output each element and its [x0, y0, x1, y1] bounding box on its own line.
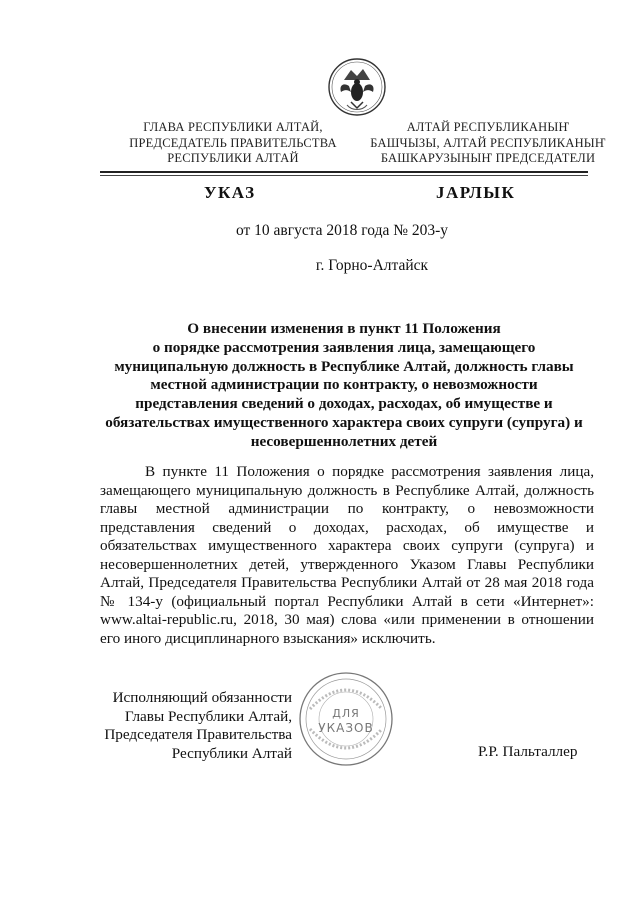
header-right — [352, 120, 624, 167]
svg-text:ДЛЯ: ДЛЯ — [332, 707, 360, 720]
title-line: О внесении изменения в пункт 11 Положения — [187, 320, 501, 337]
signature-position — [100, 689, 292, 763]
title-line: о порядке рассмотрения заявления лица, замещающего — [152, 338, 536, 356]
doc-type-ru: УКАЗ — [204, 183, 256, 202]
title-line: муниципальную должность в Республике Алтай, должность главы — [114, 357, 574, 375]
header-right-line: БАШКАРУЗЫНЫҤ ПРЕДСЕДАТЕЛИ — [380, 151, 596, 165]
signer-name: Р.Р. Пальталлер — [478, 743, 578, 760]
doc-type-alt: JАРЛЫК — [436, 183, 516, 202]
body-paragraph: В пункте 11 Положения о порядке рассмотрения заявления лица, замещающего муниципальную должность в Республике Алтай, должность главы местной администрации по контракту, о невозможности представления сведений о доходах, расходах, об имуществе и обязательствах имущественного характера своих супруги (супруга) и несовершеннолетних детей, утвержденного Указом Главы Республики Алтай, Председателя Правительства Республики Алтай от 28 мая 2018 года № 134-у (официальный портал Республики Алтай в сети «Интернет»: www.altai-republic.ru, 2018, 30 мая) слова «или применении в отношении его иного дисциплинарного взыскания» исключить. — [100, 463, 594, 647]
document-body — [100, 463, 594, 648]
header-left-line: РЕСПУБЛИКИ АЛТАЙ — [167, 151, 299, 165]
signature-position-line: Исполняющий обязанности — [112, 689, 292, 706]
city-line: г. Горно-Алтайск — [315, 257, 429, 274]
date-line: от 10 августа 2018 года № 203-у — [235, 222, 449, 239]
header-divider — [100, 171, 588, 173]
signature-position-line: Главы Республики Алтай, — [124, 707, 292, 725]
coat-of-arms-icon — [327, 56, 387, 118]
header-divider-thin — [100, 175, 588, 176]
title-line: несовершеннолетних детей — [250, 432, 438, 450]
title-line: представления сведений о доходах, расходах, об имуществе и — [135, 395, 553, 413]
signature-position-line: Республики Алтай — [171, 744, 292, 762]
title-line: обязательствах имущественного характера своих супруги (супруга) и — [105, 413, 583, 431]
official-stamp-icon — [296, 669, 396, 769]
header-left-line: ГЛАВА РЕСПУБЛИКИ АЛТАЙ, — [143, 120, 323, 134]
header-left — [118, 120, 348, 167]
title-line: местной администрации по контракту, о невозможности — [150, 376, 538, 394]
header-right-line: АЛТАЙ РЕСПУБЛИКАНЫҤ — [406, 120, 570, 134]
signature-position-line: Председателя Правительства — [104, 726, 292, 743]
document-title — [100, 320, 588, 452]
header-right-line: БАШЧЫЗЫ, АЛТАЙ РЕСПУБЛИКАНЫҤ — [370, 135, 606, 150]
header-left-line: ПРЕДСЕДАТЕЛЬ ПРАВИТЕЛЬСТВА — [129, 135, 337, 150]
svg-text:УКАЗОВ: УКАЗОВ — [318, 721, 374, 735]
